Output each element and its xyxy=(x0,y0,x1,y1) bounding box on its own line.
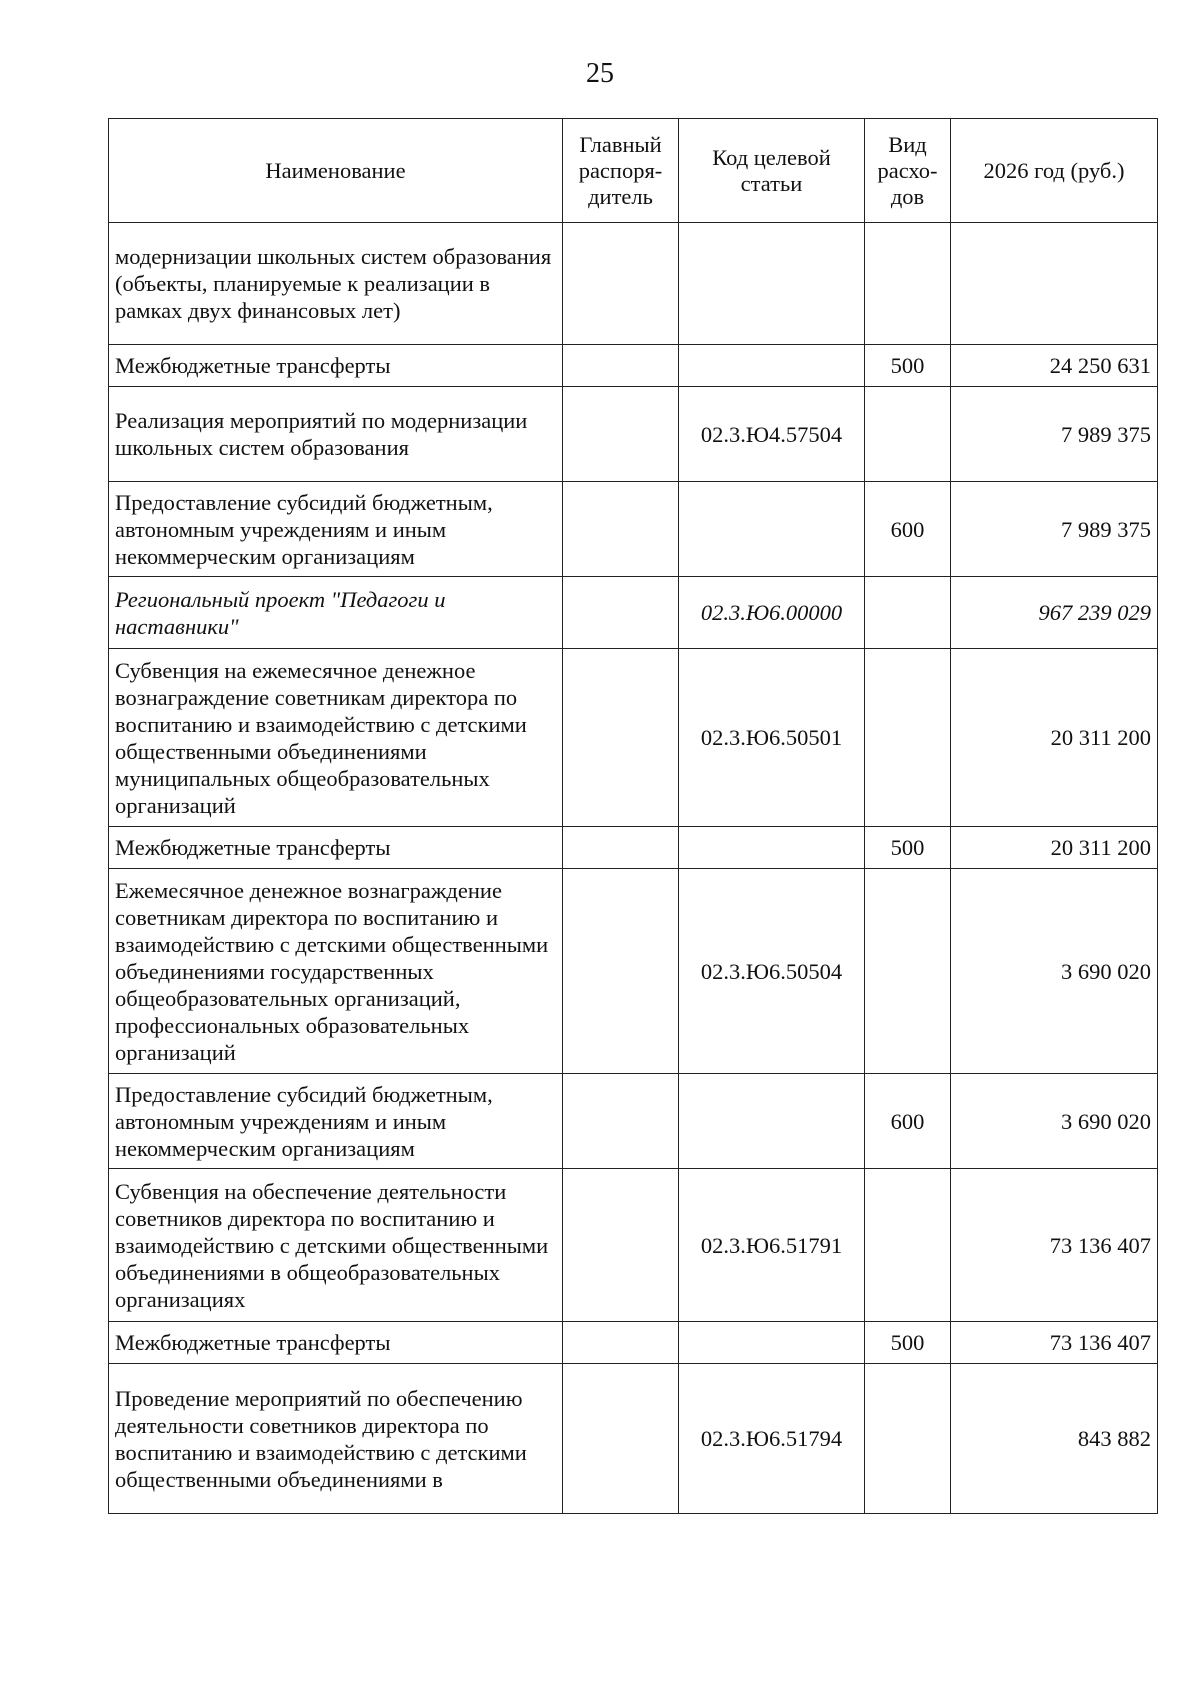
row-amount: 24 250 631 xyxy=(951,345,1158,387)
row-main-manager xyxy=(563,1074,679,1169)
row-amount: 73 136 407 xyxy=(951,1322,1158,1364)
row-expense-type: 600 xyxy=(865,1074,951,1169)
row-name: Межбюджетные трансферты xyxy=(109,1322,563,1364)
row-target-code xyxy=(679,482,865,577)
row-expense-type: 500 xyxy=(865,1322,951,1364)
row-expense-type xyxy=(865,649,951,827)
table-row-project xyxy=(109,577,1158,649)
row-amount: 7 989 375 xyxy=(951,482,1158,577)
table-row xyxy=(109,869,1158,1074)
row-name: Ежемесячное денежное вознаграждение советникам директора по воспитанию и взаимодействию с детскими общественными объединениями государственных общеобразовательных организаций, профессиональных образовательных организаций xyxy=(109,869,563,1074)
budget-table xyxy=(108,118,1158,1514)
row-main-manager xyxy=(563,1169,679,1322)
row-target-code: 02.3.Ю6.51791 xyxy=(679,1169,865,1322)
row-target-code: 02.3.Ю6.00000 xyxy=(679,577,865,649)
row-name: Субвенция на ежемесячное денежное вознаграждение советникам директора по воспитанию и взаимодействию с детскими общественными объединениями муниципальных общеобразовательных организаций xyxy=(109,649,563,827)
row-amount: 3 690 020 xyxy=(951,1074,1158,1169)
row-name: Предоставление субсидий бюджетным, автономным учреждениям и иным некоммерческим организациям xyxy=(109,482,563,577)
row-target-code: 02.3.Ю6.51794 xyxy=(679,1364,865,1514)
row-amount: 20 311 200 xyxy=(951,827,1158,869)
header-amount-2026: 2026 год (руб.) xyxy=(951,119,1158,223)
row-target-code xyxy=(679,345,865,387)
table-row xyxy=(109,345,1158,387)
row-main-manager xyxy=(563,345,679,387)
row-target-code xyxy=(679,827,865,869)
row-main-manager xyxy=(563,482,679,577)
row-main-manager xyxy=(563,577,679,649)
row-target-code: 02.3.Ю6.50501 xyxy=(679,649,865,827)
table-row xyxy=(109,1074,1158,1169)
row-main-manager xyxy=(563,223,679,345)
row-target-code xyxy=(679,223,865,345)
table-row xyxy=(109,1322,1158,1364)
row-amount: 73 136 407 xyxy=(951,1169,1158,1322)
row-amount: 7 989 375 xyxy=(951,387,1158,482)
row-expense-type: 500 xyxy=(865,345,951,387)
row-amount: 20 311 200 xyxy=(951,649,1158,827)
row-expense-type: 500 xyxy=(865,827,951,869)
row-expense-type xyxy=(865,1364,951,1514)
row-expense-type xyxy=(865,1169,951,1322)
table-row xyxy=(109,482,1158,577)
row-expense-type: 600 xyxy=(865,482,951,577)
row-amount xyxy=(951,223,1158,345)
table-row xyxy=(109,1169,1158,1322)
row-name: Субвенция на обеспечение деятельности советников директора по воспитанию и взаимодействию с детскими общественными объединениями в общеобразовательных организациях xyxy=(109,1169,563,1322)
row-amount: 843 882 xyxy=(951,1364,1158,1514)
row-name: Реализация мероприятий по модернизации школьных систем образования xyxy=(109,387,563,482)
row-target-code xyxy=(679,1322,865,1364)
row-main-manager xyxy=(563,869,679,1074)
row-name: Проведение мероприятий по обеспечению деятельности советников директора по воспитанию и взаимодействию с детскими общественными объединениями в xyxy=(109,1364,563,1514)
row-main-manager xyxy=(563,1364,679,1514)
table-row xyxy=(109,1364,1158,1514)
row-main-manager xyxy=(563,649,679,827)
row-name: модернизации школьных систем образования (объекты, планируемые к реализации в рамках двух финансовых лет) xyxy=(109,223,563,345)
row-amount: 3 690 020 xyxy=(951,869,1158,1074)
row-expense-type xyxy=(865,577,951,649)
page-number: 25 xyxy=(586,58,614,89)
header-target-code: Код целевой статьи xyxy=(679,119,865,223)
header-main-manager: Главный распоря-дитель xyxy=(563,119,679,223)
row-target-code: 02.3.Ю4.57504 xyxy=(679,387,865,482)
row-name: Межбюджетные трансферты xyxy=(109,345,563,387)
row-target-code: 02.3.Ю6.50504 xyxy=(679,869,865,1074)
row-main-manager xyxy=(563,387,679,482)
row-expense-type xyxy=(865,387,951,482)
row-main-manager xyxy=(563,827,679,869)
table-row xyxy=(109,387,1158,482)
row-target-code xyxy=(679,1074,865,1169)
row-expense-type xyxy=(865,869,951,1074)
row-amount: 967 239 029 xyxy=(951,577,1158,649)
header-name: Наименование xyxy=(109,119,563,223)
table-row xyxy=(109,649,1158,827)
table-row xyxy=(109,827,1158,869)
header-expense-type: Вид расхо-дов xyxy=(865,119,951,223)
table-row xyxy=(109,223,1158,345)
row-main-manager xyxy=(563,1322,679,1364)
row-name: Межбюджетные трансферты xyxy=(109,827,563,869)
row-expense-type xyxy=(865,223,951,345)
table-header-row xyxy=(109,119,1158,223)
row-name: Предоставление субсидий бюджетным, автономным учреждениям и иным некоммерческим организациям xyxy=(109,1074,563,1169)
row-name: Региональный проект "Педагоги и наставники" xyxy=(109,577,563,649)
